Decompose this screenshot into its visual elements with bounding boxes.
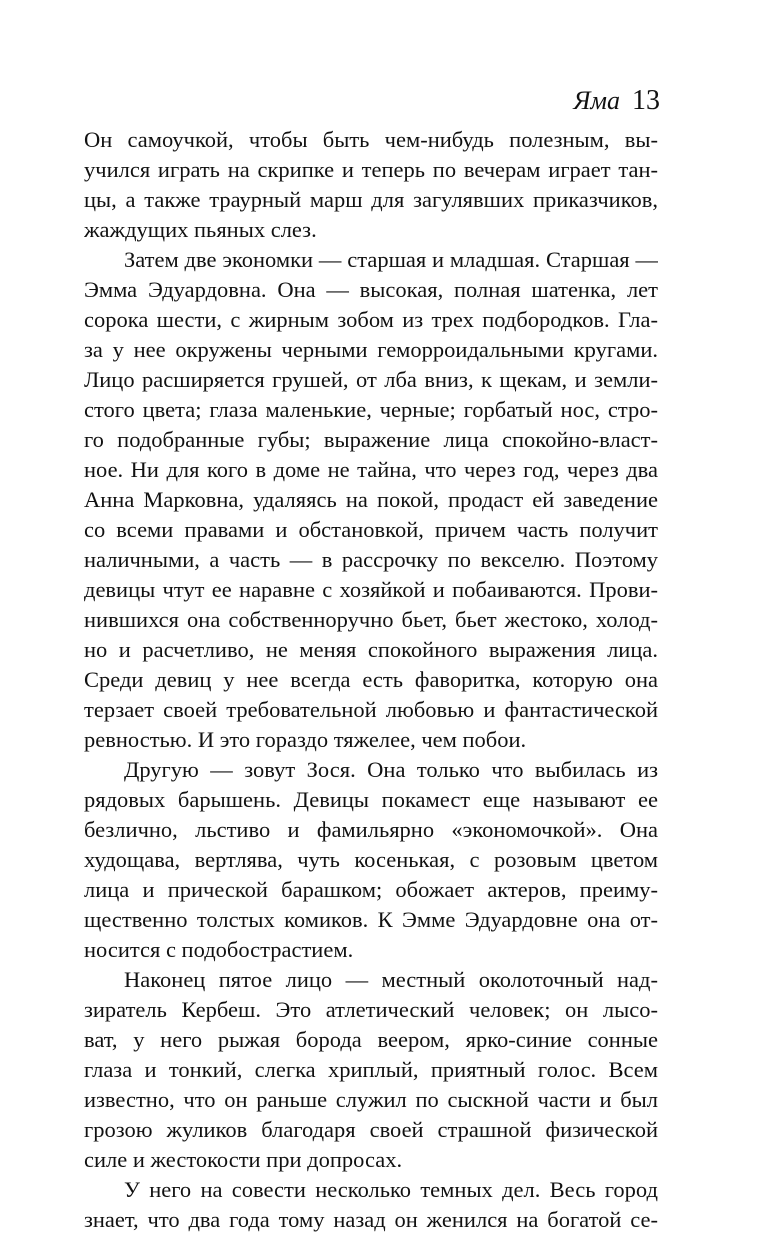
text-line: Лицо расширяется грушей, от лба вниз, к щекам, и земли- (84, 367, 658, 392)
page-number: 13 (632, 85, 660, 116)
text-line: безлично, льстиво и фамильярно «экономочкой». Она (84, 817, 658, 842)
text-line: Анна Марковна, удаляясь на покой, продаст ей заведение (84, 487, 658, 512)
text-line: нившихся она собственноручно бьет, бьет жестоко, холод- (84, 607, 658, 632)
text-line: терзает своей требовательной любовью и фантастической (84, 697, 658, 722)
text-line: ное. Ни для кого в доме не тайна, что через год, через два (84, 457, 658, 482)
text-line: го подобранные губы; выражение лица спокойно-власт- (84, 427, 658, 452)
text-line: У него на совести несколько темных дел. Весь город (124, 1177, 658, 1202)
text-line: Среди девиц у нее всегда есть фаворитка, которую она (84, 667, 658, 692)
paragraph (84, 965, 658, 1175)
text-line: глаза и тонкий, слегка хриплый, приятный голос. Всем (84, 1057, 658, 1082)
paragraph (84, 755, 658, 965)
paragraph (84, 245, 658, 755)
text-line: силе и жестокости при допросах. (84, 1147, 403, 1172)
text-line: худощава, вертлява, чуть косенькая, с розовым цветом (84, 847, 658, 872)
text-line: грозою жуликов благодаря своей страшной физической (84, 1117, 658, 1142)
text-line: известно, что он раньше служил по сыскной части и был (84, 1087, 658, 1112)
text-line: учился играть на скрипке и теперь по вечерам играет тан- (84, 157, 658, 182)
paragraph (84, 1175, 658, 1235)
text-line: Он самоучкой, чтобы быть чем-нибудь полезным, вы- (84, 127, 658, 152)
text-line: со всеми правами и обстановкой, причем часть получит (84, 517, 658, 542)
text-line: рядовых барышень. Девицы покамест еще называют ее (84, 787, 658, 812)
text-line: наличными, а часть — в рассрочку по векселю. Поэтому (84, 547, 658, 572)
text-line: зиратель Кербеш. Это атлетический человек; он лысо- (84, 997, 658, 1022)
text-line: знает, что два года тому назад он женился на богатой се- (84, 1207, 658, 1232)
running-title: Яма (573, 86, 620, 115)
text-line: жаждущих пьяных слез. (84, 217, 317, 242)
text-line: ревностью. И это гораздо тяжелее, чем побои. (84, 727, 527, 752)
text-line: лица и прической барашком; обожает актеров, преиму- (84, 877, 658, 902)
paragraph (84, 125, 658, 245)
text-line: за у нее окружены черными геморроидальными кругами. (84, 337, 658, 362)
text-line: носится с подобострастием. (84, 937, 354, 962)
text-line: сорока шести, с жирным зобом из трех подбородков. Гла- (84, 307, 658, 332)
text-line: стого цвета; глаза маленькие, черные; горбатый нос, стро- (84, 397, 658, 422)
text-line: но и расчетливо, не меняя спокойного выражения лица. (84, 637, 658, 662)
text-line: щественно толстых комиков. К Эмме Эдуардовне она от- (84, 907, 658, 932)
text-line: ват, у него рыжая борода веером, ярко-синие сонные (84, 1027, 658, 1052)
running-head (573, 86, 660, 116)
text-line: Эмма Эдуардовна. Она — высокая, полная шатенка, лет (84, 277, 658, 302)
text-line: Наконец пятое лицо — местный околоточный над- (124, 967, 658, 992)
text-line: цы, а также траурный марш для загулявших приказчиков, (84, 187, 658, 212)
text-line: Другую — зовут Зося. Она только что выбилась из (124, 757, 658, 782)
text-line: девицы чтут ее наравне с хозяйкой и побаиваются. Прови- (84, 577, 658, 602)
text-line: Затем две экономки — старшая и младшая. Старшая — (124, 247, 658, 272)
body-text (84, 125, 658, 1235)
